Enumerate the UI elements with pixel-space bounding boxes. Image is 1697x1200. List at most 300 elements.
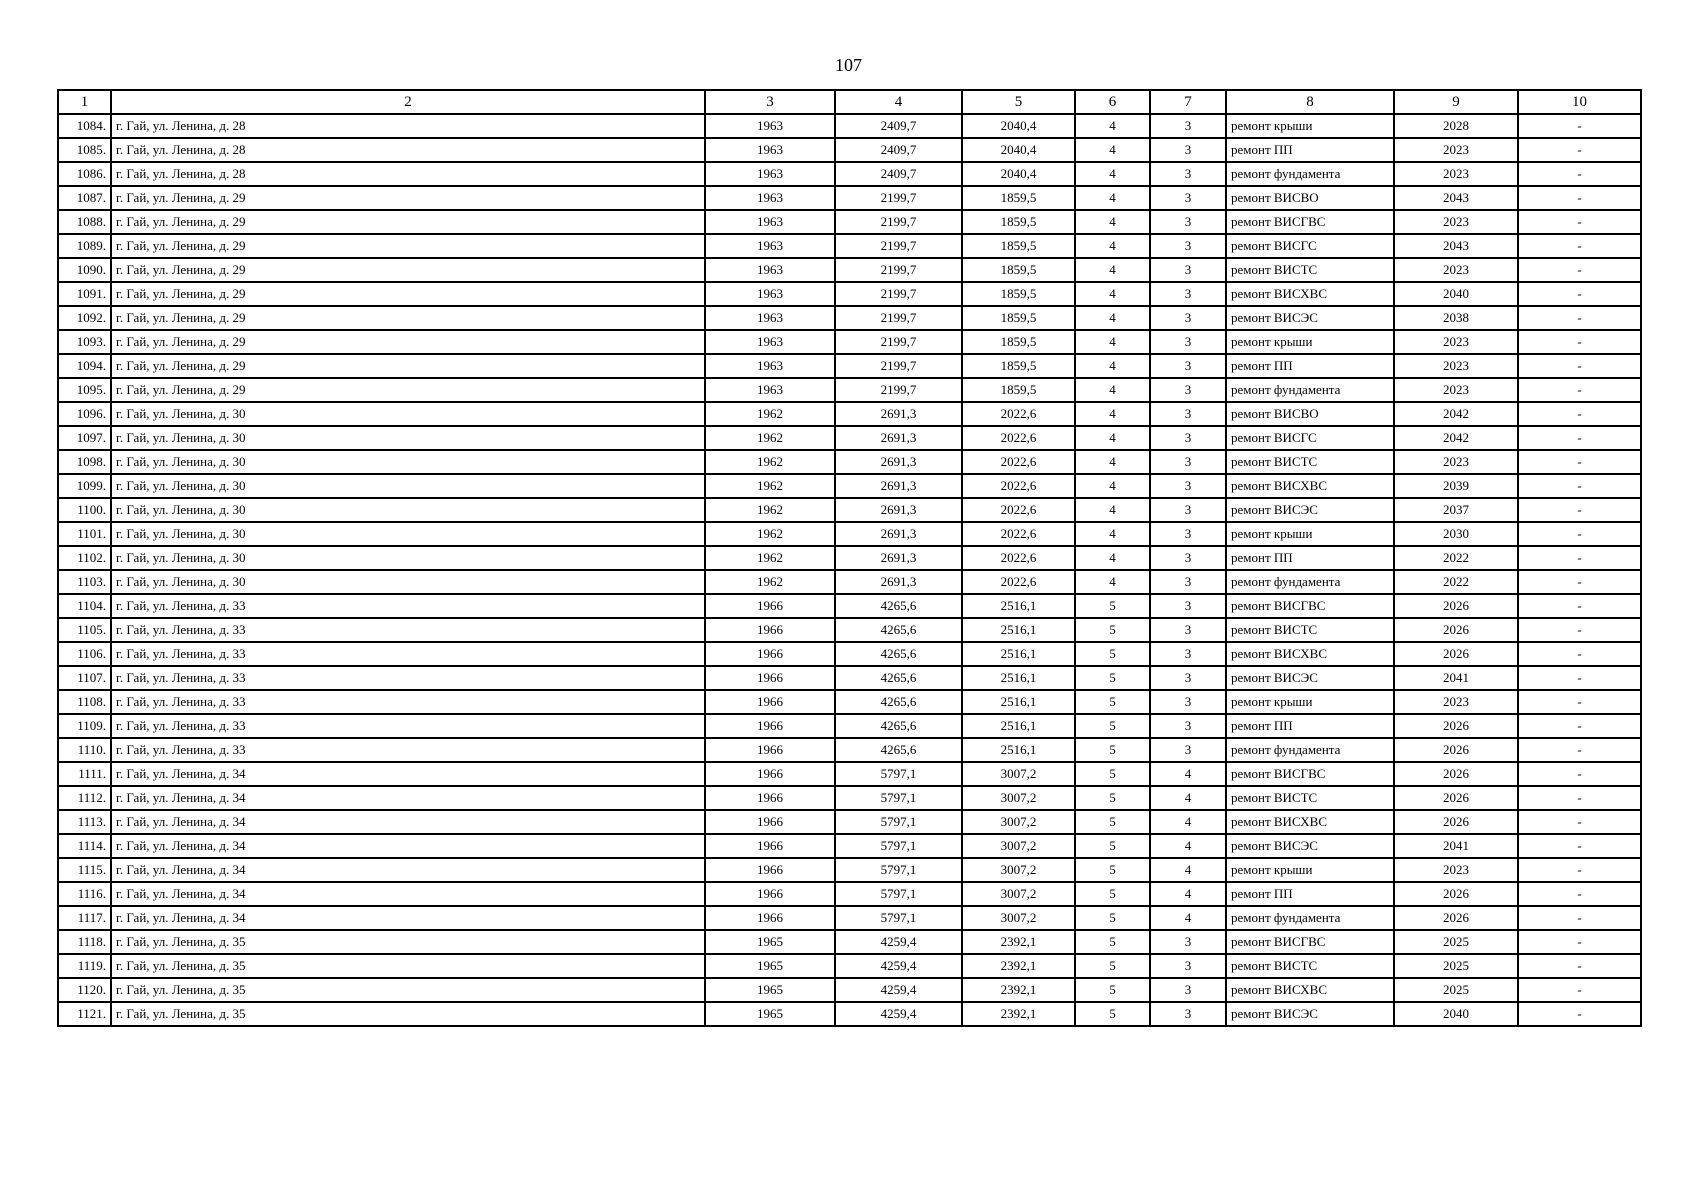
planned-year-cell: 2043	[1394, 186, 1518, 210]
living-area-cell: 3007,2	[962, 786, 1075, 810]
row-number-cell: 1106.	[58, 642, 111, 666]
work-type-cell: ремонт ПП	[1226, 882, 1394, 906]
planned-year-cell: 2026	[1394, 594, 1518, 618]
planned-year-cell: 2023	[1394, 330, 1518, 354]
table-row	[58, 522, 1641, 546]
row-number-cell: 1116.	[58, 882, 111, 906]
entrances-cell: 3	[1150, 954, 1226, 978]
living-area-cell: 3007,2	[962, 906, 1075, 930]
total-area-cell: 4265,6	[835, 594, 962, 618]
address-cell: г. Гай, ул. Ленина, д. 33	[111, 618, 705, 642]
year-cell: 1963	[705, 258, 835, 282]
note-cell: -	[1518, 330, 1641, 354]
year-cell: 1963	[705, 162, 835, 186]
work-type-cell: ремонт ВИСГС	[1226, 426, 1394, 450]
year-cell: 1965	[705, 930, 835, 954]
address-cell: г. Гай, ул. Ленина, д. 35	[111, 930, 705, 954]
floors-cell: 4	[1075, 354, 1150, 378]
total-area-cell: 5797,1	[835, 786, 962, 810]
year-cell: 1962	[705, 498, 835, 522]
address-cell: г. Гай, ул. Ленина, д. 30	[111, 474, 705, 498]
note-cell: -	[1518, 258, 1641, 282]
address-cell: г. Гай, ул. Ленина, д. 33	[111, 594, 705, 618]
floors-cell: 4	[1075, 378, 1150, 402]
year-cell: 1966	[705, 618, 835, 642]
row-number-cell: 1112.	[58, 786, 111, 810]
row-number-cell: 1117.	[58, 906, 111, 930]
note-cell: -	[1518, 210, 1641, 234]
address-cell: г. Гай, ул. Ленина, д. 30	[111, 522, 705, 546]
work-type-cell: ремонт крыши	[1226, 522, 1394, 546]
entrances-cell: 3	[1150, 546, 1226, 570]
entrances-cell: 3	[1150, 402, 1226, 426]
address-cell: г. Гай, ул. Ленина, д. 29	[111, 258, 705, 282]
row-number-cell: 1109.	[58, 714, 111, 738]
entrances-cell: 3	[1150, 690, 1226, 714]
total-area-cell: 2199,7	[835, 354, 962, 378]
row-number-cell: 1114.	[58, 834, 111, 858]
total-area-cell: 2691,3	[835, 450, 962, 474]
row-number-cell: 1108.	[58, 690, 111, 714]
floors-cell: 5	[1075, 930, 1150, 954]
table-row	[58, 786, 1641, 810]
year-cell: 1963	[705, 210, 835, 234]
planned-year-cell: 2026	[1394, 786, 1518, 810]
planned-year-cell: 2026	[1394, 738, 1518, 762]
year-cell: 1966	[705, 642, 835, 666]
total-area-cell: 2199,7	[835, 306, 962, 330]
note-cell: -	[1518, 138, 1641, 162]
table-row	[58, 762, 1641, 786]
registry-table	[57, 89, 1642, 1027]
year-cell: 1966	[705, 594, 835, 618]
row-number-cell: 1113.	[58, 810, 111, 834]
work-type-cell: ремонт крыши	[1226, 330, 1394, 354]
floors-cell: 5	[1075, 690, 1150, 714]
note-cell: -	[1518, 570, 1641, 594]
row-number-cell: 1120.	[58, 978, 111, 1002]
address-cell: г. Гай, ул. Ленина, д. 29	[111, 186, 705, 210]
total-area-cell: 4259,4	[835, 1002, 962, 1026]
address-cell: г. Гай, ул. Ленина, д. 28	[111, 162, 705, 186]
address-cell: г. Гай, ул. Ленина, д. 34	[111, 786, 705, 810]
floors-cell: 4	[1075, 258, 1150, 282]
entrances-cell: 3	[1150, 642, 1226, 666]
living-area-cell: 2392,1	[962, 1002, 1075, 1026]
planned-year-cell: 2023	[1394, 354, 1518, 378]
floors-cell: 4	[1075, 450, 1150, 474]
entrances-cell: 4	[1150, 858, 1226, 882]
living-area-cell: 3007,2	[962, 762, 1075, 786]
work-type-cell: ремонт крыши	[1226, 114, 1394, 138]
note-cell: -	[1518, 882, 1641, 906]
year-cell: 1966	[705, 906, 835, 930]
address-cell: г. Гай, ул. Ленина, д. 35	[111, 978, 705, 1002]
floors-cell: 4	[1075, 330, 1150, 354]
note-cell: -	[1518, 1002, 1641, 1026]
year-cell: 1962	[705, 570, 835, 594]
year-cell: 1966	[705, 810, 835, 834]
note-cell: -	[1518, 642, 1641, 666]
living-area-cell: 2040,4	[962, 162, 1075, 186]
row-number-cell: 1097.	[58, 426, 111, 450]
row-number-cell: 1092.	[58, 306, 111, 330]
entrances-cell: 3	[1150, 282, 1226, 306]
row-number-cell: 1121.	[58, 1002, 111, 1026]
total-area-cell: 5797,1	[835, 858, 962, 882]
work-type-cell: ремонт ПП	[1226, 714, 1394, 738]
total-area-cell: 2691,3	[835, 546, 962, 570]
work-type-cell: ремонт ВИСВО	[1226, 186, 1394, 210]
planned-year-cell: 2026	[1394, 618, 1518, 642]
address-cell: г. Гай, ул. Ленина, д. 30	[111, 450, 705, 474]
planned-year-cell: 2026	[1394, 882, 1518, 906]
year-cell: 1965	[705, 954, 835, 978]
planned-year-cell: 2040	[1394, 282, 1518, 306]
year-cell: 1963	[705, 330, 835, 354]
work-type-cell: ремонт ВИСХВС	[1226, 642, 1394, 666]
living-area-cell: 2516,1	[962, 594, 1075, 618]
floors-cell: 4	[1075, 186, 1150, 210]
row-number-cell: 1111.	[58, 762, 111, 786]
note-cell: -	[1518, 378, 1641, 402]
table-row	[58, 906, 1641, 930]
total-area-cell: 2409,7	[835, 162, 962, 186]
row-number-cell: 1085.	[58, 138, 111, 162]
table-row	[58, 954, 1641, 978]
entrances-cell: 3	[1150, 138, 1226, 162]
table-row	[58, 738, 1641, 762]
total-area-cell: 4265,6	[835, 690, 962, 714]
entrances-cell: 3	[1150, 498, 1226, 522]
total-area-cell: 2199,7	[835, 186, 962, 210]
floors-cell: 5	[1075, 858, 1150, 882]
floors-cell: 5	[1075, 618, 1150, 642]
work-type-cell: ремонт ВИСГВС	[1226, 762, 1394, 786]
living-area-cell: 1859,5	[962, 354, 1075, 378]
living-area-cell: 2392,1	[962, 978, 1075, 1002]
entrances-cell: 3	[1150, 354, 1226, 378]
total-area-cell: 2409,7	[835, 138, 962, 162]
table-row	[58, 282, 1641, 306]
living-area-cell: 2022,6	[962, 402, 1075, 426]
row-number-cell: 1118.	[58, 930, 111, 954]
work-type-cell: ремонт ВИСТС	[1226, 954, 1394, 978]
page-number: 107	[835, 55, 862, 75]
address-cell: г. Гай, ул. Ленина, д. 30	[111, 402, 705, 426]
work-type-cell: ремонт ВИСТС	[1226, 786, 1394, 810]
note-cell: -	[1518, 498, 1641, 522]
address-cell: г. Гай, ул. Ленина, д. 29	[111, 378, 705, 402]
entrances-cell: 3	[1150, 738, 1226, 762]
note-cell: -	[1518, 738, 1641, 762]
total-area-cell: 2691,3	[835, 522, 962, 546]
entrances-cell: 4	[1150, 762, 1226, 786]
address-cell: г. Гай, ул. Ленина, д. 29	[111, 330, 705, 354]
living-area-cell: 2392,1	[962, 954, 1075, 978]
year-cell: 1966	[705, 834, 835, 858]
year-cell: 1966	[705, 762, 835, 786]
row-number-cell: 1098.	[58, 450, 111, 474]
year-cell: 1962	[705, 402, 835, 426]
note-cell: -	[1518, 858, 1641, 882]
work-type-cell: ремонт ВИСЭС	[1226, 1002, 1394, 1026]
floors-cell: 5	[1075, 594, 1150, 618]
living-area-cell: 1859,5	[962, 306, 1075, 330]
living-area-cell: 2022,6	[962, 426, 1075, 450]
table-row	[58, 666, 1641, 690]
entrances-cell: 3	[1150, 666, 1226, 690]
living-area-cell: 1859,5	[962, 330, 1075, 354]
living-area-cell: 2022,6	[962, 450, 1075, 474]
table-row	[58, 138, 1641, 162]
table-row	[58, 330, 1641, 354]
planned-year-cell: 2023	[1394, 450, 1518, 474]
table-row	[58, 450, 1641, 474]
total-area-cell: 5797,1	[835, 882, 962, 906]
year-cell: 1962	[705, 546, 835, 570]
living-area-cell: 3007,2	[962, 858, 1075, 882]
address-cell: г. Гай, ул. Ленина, д. 34	[111, 810, 705, 834]
floors-cell: 4	[1075, 474, 1150, 498]
floors-cell: 4	[1075, 498, 1150, 522]
total-area-cell: 4265,6	[835, 714, 962, 738]
note-cell: -	[1518, 402, 1641, 426]
floors-cell: 4	[1075, 210, 1150, 234]
floors-cell: 5	[1075, 786, 1150, 810]
row-number-cell: 1093.	[58, 330, 111, 354]
living-area-cell: 2516,1	[962, 666, 1075, 690]
table-row	[58, 810, 1641, 834]
note-cell: -	[1518, 810, 1641, 834]
header-cell: 2	[111, 90, 705, 114]
note-cell: -	[1518, 354, 1641, 378]
year-cell: 1963	[705, 354, 835, 378]
work-type-cell: ремонт фундамента	[1226, 162, 1394, 186]
floors-cell: 5	[1075, 810, 1150, 834]
note-cell: -	[1518, 450, 1641, 474]
address-cell: г. Гай, ул. Ленина, д. 34	[111, 858, 705, 882]
entrances-cell: 3	[1150, 330, 1226, 354]
header-cell: 6	[1075, 90, 1150, 114]
address-cell: г. Гай, ул. Ленина, д. 29	[111, 354, 705, 378]
table-row	[58, 234, 1641, 258]
year-cell: 1963	[705, 378, 835, 402]
row-number-cell: 1090.	[58, 258, 111, 282]
table-row	[58, 306, 1641, 330]
address-cell: г. Гай, ул. Ленина, д. 34	[111, 834, 705, 858]
entrances-cell: 3	[1150, 618, 1226, 642]
living-area-cell: 2516,1	[962, 642, 1075, 666]
total-area-cell: 2199,7	[835, 234, 962, 258]
note-cell: -	[1518, 618, 1641, 642]
entrances-cell: 3	[1150, 210, 1226, 234]
total-area-cell: 2691,3	[835, 402, 962, 426]
table-row	[58, 114, 1641, 138]
table-row	[58, 858, 1641, 882]
work-type-cell: ремонт ПП	[1226, 354, 1394, 378]
note-cell: -	[1518, 690, 1641, 714]
row-number-cell: 1100.	[58, 498, 111, 522]
living-area-cell: 1859,5	[962, 186, 1075, 210]
note-cell: -	[1518, 786, 1641, 810]
table-row	[58, 354, 1641, 378]
living-area-cell: 2516,1	[962, 618, 1075, 642]
table-row	[58, 162, 1641, 186]
floors-cell: 5	[1075, 762, 1150, 786]
address-cell: г. Гай, ул. Ленина, д. 33	[111, 738, 705, 762]
total-area-cell: 4259,4	[835, 930, 962, 954]
header-cell: 1	[58, 90, 111, 114]
floors-cell: 5	[1075, 666, 1150, 690]
note-cell: -	[1518, 162, 1641, 186]
floors-cell: 5	[1075, 738, 1150, 762]
entrances-cell: 3	[1150, 450, 1226, 474]
floors-cell: 5	[1075, 714, 1150, 738]
living-area-cell: 2022,6	[962, 474, 1075, 498]
row-number-cell: 1107.	[58, 666, 111, 690]
note-cell: -	[1518, 474, 1641, 498]
entrances-cell: 3	[1150, 594, 1226, 618]
planned-year-cell: 2042	[1394, 402, 1518, 426]
work-type-cell: ремонт фундамента	[1226, 570, 1394, 594]
address-cell: г. Гай, ул. Ленина, д. 30	[111, 426, 705, 450]
table-row	[58, 474, 1641, 498]
address-cell: г. Гай, ул. Ленина, д. 34	[111, 882, 705, 906]
year-cell: 1962	[705, 426, 835, 450]
year-cell: 1963	[705, 138, 835, 162]
table-row	[58, 618, 1641, 642]
row-number-cell: 1102.	[58, 546, 111, 570]
row-number-cell: 1087.	[58, 186, 111, 210]
living-area-cell: 2516,1	[962, 738, 1075, 762]
floors-cell: 4	[1075, 234, 1150, 258]
living-area-cell: 3007,2	[962, 834, 1075, 858]
entrances-cell: 3	[1150, 930, 1226, 954]
work-type-cell: ремонт ВИСХВС	[1226, 282, 1394, 306]
entrances-cell: 4	[1150, 786, 1226, 810]
entrances-cell: 4	[1150, 834, 1226, 858]
total-area-cell: 2409,7	[835, 114, 962, 138]
living-area-cell: 1859,5	[962, 282, 1075, 306]
year-cell: 1963	[705, 186, 835, 210]
floors-cell: 4	[1075, 426, 1150, 450]
year-cell: 1966	[705, 714, 835, 738]
address-cell: г. Гай, ул. Ленина, д. 34	[111, 906, 705, 930]
planned-year-cell: 2022	[1394, 546, 1518, 570]
total-area-cell: 2691,3	[835, 426, 962, 450]
work-type-cell: ремонт ВИСЭС	[1226, 498, 1394, 522]
planned-year-cell: 2038	[1394, 306, 1518, 330]
work-type-cell: ремонт ВИСГВС	[1226, 930, 1394, 954]
address-cell: г. Гай, ул. Ленина, д. 29	[111, 282, 705, 306]
work-type-cell: ремонт ВИСХВС	[1226, 474, 1394, 498]
note-cell: -	[1518, 522, 1641, 546]
address-cell: г. Гай, ул. Ленина, д. 33	[111, 714, 705, 738]
year-cell: 1965	[705, 1002, 835, 1026]
planned-year-cell: 2025	[1394, 978, 1518, 1002]
floors-cell: 4	[1075, 138, 1150, 162]
living-area-cell: 2022,6	[962, 546, 1075, 570]
entrances-cell: 3	[1150, 378, 1226, 402]
floors-cell: 4	[1075, 546, 1150, 570]
living-area-cell: 3007,2	[962, 882, 1075, 906]
header-row	[58, 90, 1641, 114]
row-number-cell: 1110.	[58, 738, 111, 762]
floors-cell: 5	[1075, 834, 1150, 858]
table-row	[58, 1002, 1641, 1026]
row-number-cell: 1099.	[58, 474, 111, 498]
row-number-cell: 1094.	[58, 354, 111, 378]
work-type-cell: ремонт ВИСТС	[1226, 450, 1394, 474]
note-cell: -	[1518, 114, 1641, 138]
table-row	[58, 426, 1641, 450]
entrances-cell: 3	[1150, 522, 1226, 546]
year-cell: 1962	[705, 474, 835, 498]
row-number-cell: 1104.	[58, 594, 111, 618]
living-area-cell: 2516,1	[962, 714, 1075, 738]
work-type-cell: ремонт фундамента	[1226, 738, 1394, 762]
note-cell: -	[1518, 234, 1641, 258]
note-cell: -	[1518, 954, 1641, 978]
address-cell: г. Гай, ул. Ленина, д. 34	[111, 762, 705, 786]
total-area-cell: 4265,6	[835, 618, 962, 642]
planned-year-cell: 2023	[1394, 162, 1518, 186]
note-cell: -	[1518, 834, 1641, 858]
planned-year-cell: 2042	[1394, 426, 1518, 450]
note-cell: -	[1518, 186, 1641, 210]
table-row	[58, 570, 1641, 594]
note-cell: -	[1518, 930, 1641, 954]
row-number-cell: 1089.	[58, 234, 111, 258]
planned-year-cell: 2025	[1394, 930, 1518, 954]
entrances-cell: 3	[1150, 258, 1226, 282]
note-cell: -	[1518, 666, 1641, 690]
header-cell: 10	[1518, 90, 1641, 114]
floors-cell: 5	[1075, 1002, 1150, 1026]
work-type-cell: ремонт ВИСХВС	[1226, 978, 1394, 1002]
total-area-cell: 2199,7	[835, 330, 962, 354]
living-area-cell: 2022,6	[962, 498, 1075, 522]
entrances-cell: 4	[1150, 810, 1226, 834]
year-cell: 1963	[705, 234, 835, 258]
living-area-cell: 1859,5	[962, 234, 1075, 258]
entrances-cell: 4	[1150, 882, 1226, 906]
note-cell: -	[1518, 714, 1641, 738]
year-cell: 1962	[705, 450, 835, 474]
planned-year-cell: 2023	[1394, 378, 1518, 402]
work-type-cell: ремонт ВИСВО	[1226, 402, 1394, 426]
address-cell: г. Гай, ул. Ленина, д. 30	[111, 546, 705, 570]
entrances-cell: 3	[1150, 186, 1226, 210]
floors-cell: 4	[1075, 282, 1150, 306]
note-cell: -	[1518, 546, 1641, 570]
planned-year-cell: 2023	[1394, 138, 1518, 162]
header-cell: 8	[1226, 90, 1394, 114]
living-area-cell: 2022,6	[962, 570, 1075, 594]
living-area-cell: 2022,6	[962, 522, 1075, 546]
living-area-cell: 2516,1	[962, 690, 1075, 714]
total-area-cell: 5797,1	[835, 906, 962, 930]
header-cell: 7	[1150, 90, 1226, 114]
entrances-cell: 3	[1150, 474, 1226, 498]
work-type-cell: ремонт ПП	[1226, 546, 1394, 570]
planned-year-cell: 2041	[1394, 834, 1518, 858]
living-area-cell: 1859,5	[962, 210, 1075, 234]
planned-year-cell: 2026	[1394, 810, 1518, 834]
year-cell: 1966	[705, 666, 835, 690]
entrances-cell: 4	[1150, 906, 1226, 930]
